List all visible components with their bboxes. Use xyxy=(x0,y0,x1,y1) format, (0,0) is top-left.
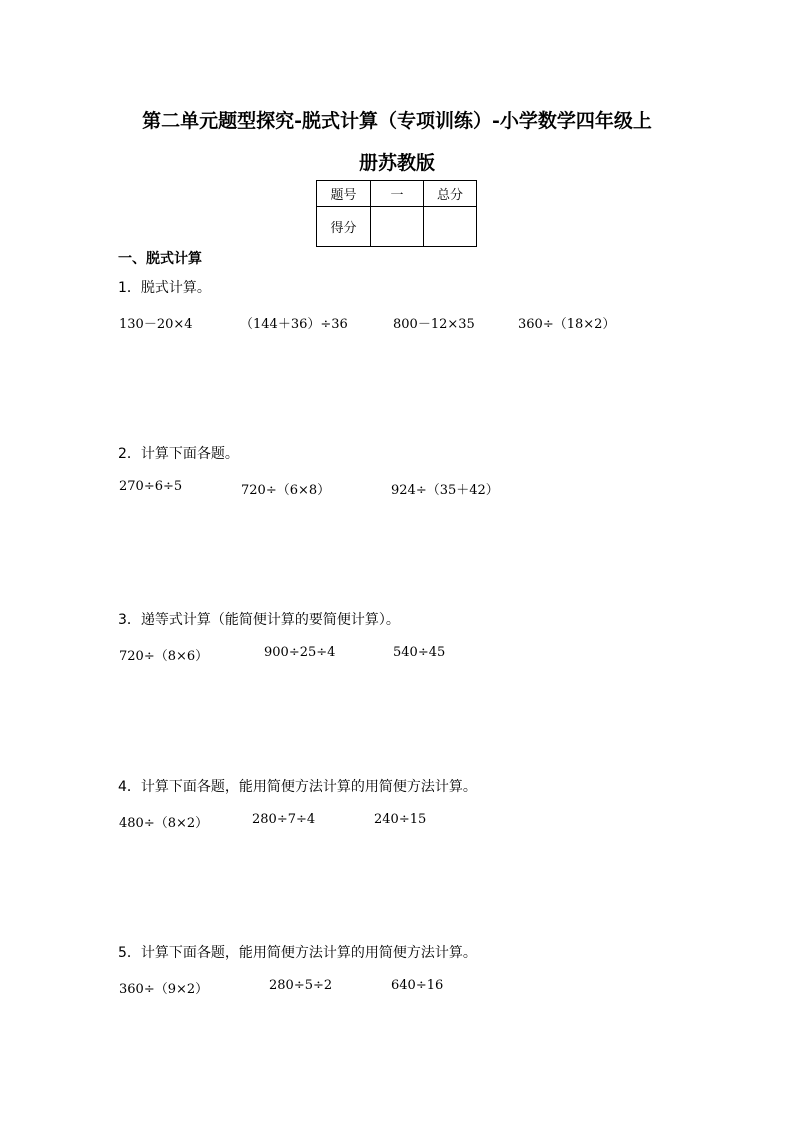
question-2-expression-3: 924÷（35＋42） xyxy=(391,483,499,498)
question-3-title: 3．递等式计算（能简便计算的要简便计算）。 xyxy=(118,612,400,628)
score-table xyxy=(316,180,477,247)
score-table-header-row xyxy=(317,181,477,207)
score-row-label: 得分 xyxy=(317,207,371,247)
question-1-expression-4: 360÷（18×2） xyxy=(518,317,616,332)
question-4-expression-2: 280÷7÷4 xyxy=(252,812,316,827)
question-5-expression-2: 280÷5÷2 xyxy=(269,978,333,993)
score-header-question-no: 题号 xyxy=(317,181,371,207)
question-3-expression-3: 540÷45 xyxy=(393,645,446,660)
question-5-expression-3: 640÷16 xyxy=(391,978,444,993)
question-1-expression-1: 130－20×4 xyxy=(119,317,193,332)
question-5-title: 5．计算下面各题，能用简便方法计算的用简便方法计算。 xyxy=(118,945,477,961)
question-1-expression-3: 800－12×35 xyxy=(393,317,475,332)
score-header-part-one: 一 xyxy=(371,181,424,207)
score-table-score-row xyxy=(317,207,477,247)
worksheet-title-line2: 册苏教版 xyxy=(358,152,435,174)
score-cell-total[interactable] xyxy=(424,207,477,247)
worksheet-title-line1: 第二单元题型探究-脱式计算（专项训练）-小学数学四年级上 xyxy=(142,110,652,132)
score-cell-part-one[interactable] xyxy=(371,207,424,247)
question-4-title: 4．计算下面各题，能用简便方法计算的用简便方法计算。 xyxy=(118,779,477,795)
question-3-expression-2: 900÷25÷4 xyxy=(264,645,336,660)
section-heading: 一、脱式计算 xyxy=(118,251,202,267)
score-header-total: 总分 xyxy=(424,181,477,207)
question-4-expression-1: 480÷（8×2） xyxy=(119,816,209,831)
question-2-title: 2．计算下面各题。 xyxy=(118,446,239,462)
question-3-expression-1: 720÷（8×6） xyxy=(119,649,209,664)
question-1-expression-2: （144＋36）÷36 xyxy=(240,317,348,332)
question-4-expression-3: 240÷15 xyxy=(374,812,427,827)
question-2-expression-1: 270÷6÷5 xyxy=(119,479,183,494)
question-5-expression-1: 360÷（9×2） xyxy=(119,982,209,997)
question-2-expression-2: 720÷（6×8） xyxy=(241,483,331,498)
question-1-title: 1．脱式计算。 xyxy=(118,280,211,296)
